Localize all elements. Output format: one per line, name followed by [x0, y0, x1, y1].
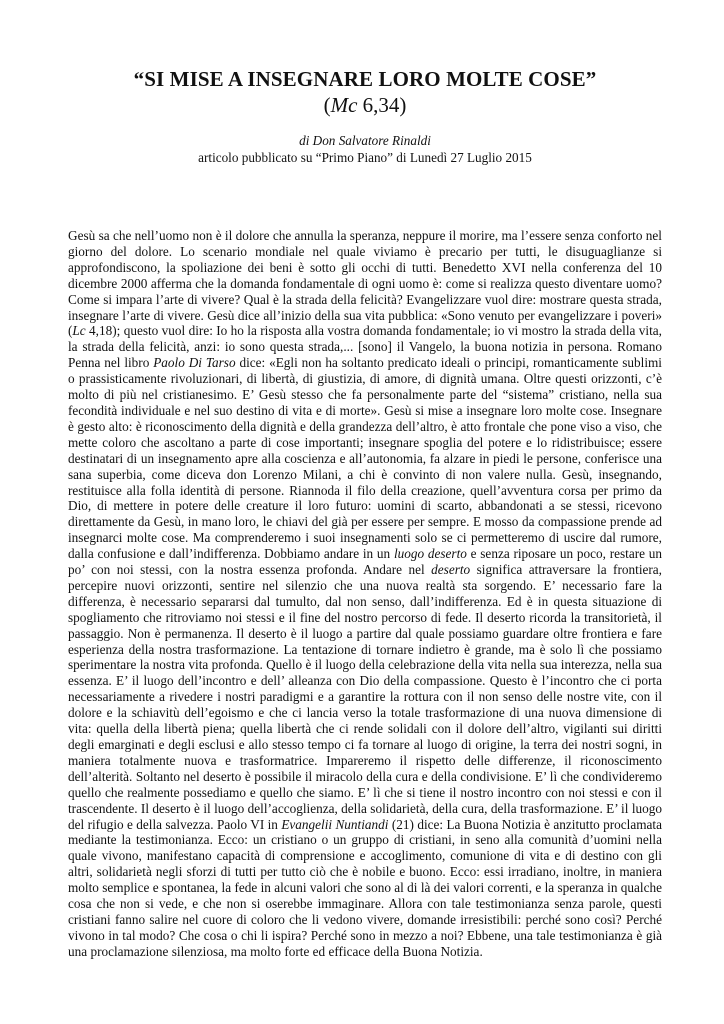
- body-italic-run: Lc: [72, 323, 86, 339]
- reference-book: Mc: [330, 93, 358, 117]
- scripture-reference: [68, 92, 662, 118]
- reference-verse: 6,34): [357, 93, 407, 117]
- body-text-run: Gesù sa che nell’uomo non è il dolore che annulla la speranza, neppure il morire, ma l’essere senza conforto nel giorno del dolore. Lo scenario mondiale nel quale viviamo è precario per tutti, le disuguaglianze si approfondiscono, la spoliazione dei beni è sotto gli occhi di tutti. Benedetto XVI nella conferenza del 10 dicembre 2000 afferma che la domanda fondamentale di ogni uomo è: come si realizza questo diventare uomo? Come si impara l’arte di vivere? Qual è la strada della felicità? Evangelizzare vuol dire: mostrare questa strada, insegnare l’arte di vivere. Gesù dice all’inizio della sua vita pubblica: «Sono venuto per evangelizzare i poveri» (: [68, 228, 662, 339]
- body-text-run: significa attraversare la frontiera, percepire nuovi orizzonti, sentire nel silenzio che una nuova realtà sta sorgendo. E’ necessario fare la differenza, è necessario separarsi dal tumulto, dal non senso, dall’indifferenza. Ed è in questa situazione di spogliamento che ritroviamo noi stessi e il fine del nostro percorso di fede. Il deserto ricorda la transitorietà, il passaggio. Non è permanenza. Il deserto è il luogo a partire dal quale possiamo guardare oltre frontiera e fare esperienza della nostra trasformazione. La tentazione di tornare indietro è grande, ma è solo lì che possiamo sperimentare la nostra vita profonda. Quello è il luogo della celebrazione della vita nella sua interezza, nella sua essenza. E’ il luogo dell’incontro e dell’ alleanza con Dio della compassione. Questo è l’incontro che ci porta necessariamente a rivedere i nostri paradigmi e a garantire la rottura con il non senso delle nostre vite, con il dolore e la schiavitù dell’egoismo e che ci lancia verso la totale trasformazione di una nuova dimensione di vita: quella della libertà piena; quella libertà che ci rende solidali con il dolore dell’altro, vigilanti sui diritti degli emarginati e degli esclusi e allo stesso tempo ci fa tornare al luogo di origine, la terra dei nostri sogni, in maniera totalmente nuova e trasformatrice. Impareremo il rispetto delle differenze, il riconoscimento dell’alterità. Soltanto nel deserto è possibile il miracolo della cura e della condivisione. E’ lì che condivideremo quello che realmente possediamo e quello che siamo. E’ lì che si tiene il nostro incontro con noi stessi e con il trascendente. Il deserto è il luogo dell’accoglienza, della solidarietà, della cura, della trasformazione. E’ il luogo del rifugio e della salvezza. Paolo VI in: [68, 562, 662, 832]
- publication-line: articolo pubblicato su “Primo Piano” di Lunedì 27 Luglio 2015: [198, 150, 532, 165]
- body-italic-run: deserto: [431, 562, 471, 578]
- byline: [68, 132, 662, 166]
- body-text-run: 4,18); questo vuol dire: Io ho la risposta alla vostra domanda fondamentale; io vi mostro la strada della vita, la strada della felicità, anzi: io sono questa strada,... [sono] il Vangelo, la buona notizia in persona. Romano Penna nel libro: [68, 323, 662, 371]
- author-line: di Don Salvatore Rinaldi: [299, 133, 431, 148]
- reference-open: (: [323, 93, 331, 117]
- body-italic-run: Paolo Di Tarso: [153, 355, 236, 371]
- body-text-run: (21) dice: La Buona Notizia è anzitutto proclamata mediante la testimonianza. Ecco: un cristiano o un gruppo di cristiani, in seno alla comunità d’uomini nella quale vivono, manifestano capacità di comprensione e accoglimento, comunione di vita e di destino con gli altri, solidarietà negli sforzi di tutti per tutto ciò che è nobile e buono. Ecco: essi irradiano, inoltre, in maniera molto semplice e spontanea, la fede in alcuni valori che sono al di là dei valori correnti, e la speranza in qualche cosa che non si vede, e che non si oserebbe immaginare. Allora con tale testimonianza senza parole, questi cristiani fanno salire nel cuore di coloro che li vedono vivere, domande irresistibili: perché sono così? Perché vivono in tal modo? Che cosa o chi li ispira? Perché sono in mezzo a noi? Ebbene, una tale testimonianza è già una proclamazione silenziosa, ma molto forte ed efficace della Buona Notizia.: [68, 816, 662, 959]
- body-text-run: dice: «Egli non ha soltanto predicato ideali o principi, romanticamente sublimi o prassisticamente rivoluzionari, di libertà, di giustizia, di amore, di dignità umana. Oltre questi orizzonti, c’è molto di più nel cristianesimo. E’ Gesù stesso che fa personalmente parte del “sistema” cristiano, nella sua fecondità individuale e nel suo destino di vita e di morte». Gesù si mise a insegnare loro molte cose. Insegnare è gesto alto: è riconoscimento della dignità e della grandezza dell’altro, è atto frontale che pone viso a viso, che mette coloro che ascoltano a parte di cose importanti; insegnare spoglia del potere e lo ridistribuisce; essere destinatari di un insegnamento apre alla coscienza e all’autonomia, fa alzare in piedi le persone, conferisce una sana superbia, come diceva don Lorenzo Milani, a chi è convinto di non valere nulla. Gesù, insegnando, restituisce alla folla identità di persone. Riannoda il filo della creazione, quell’avventura corsa per primo da Dio, di mettere in potere delle creature il loro futuro: uomini di scarto, abbandonati a se stessi, ricevono direttamente da Gesù, in mano loro, le chiavi del già per essere per sempre. E mosso da compassione prende ad insegnarci molte cose. Ma comprenderemo i suoi insegnamenti solo se ci permetteremo di uscire dal rumore, dalla confusione e dall’indifferenza. Dobbiamo andare in un: [68, 355, 662, 562]
- article-title: “SI MISE A INSEGNARE LORO MOLTE COSE”: [133, 67, 597, 91]
- body-text-run: e senza riposare un poco, restare un po’ con noi stessi, con la nostra essenza profonda. Andare nel: [68, 546, 663, 578]
- article-body: [68, 228, 662, 960]
- body-italic-run: Evangelii Nuntiandi: [281, 816, 389, 832]
- body-italic-run: luogo deserto: [393, 546, 467, 562]
